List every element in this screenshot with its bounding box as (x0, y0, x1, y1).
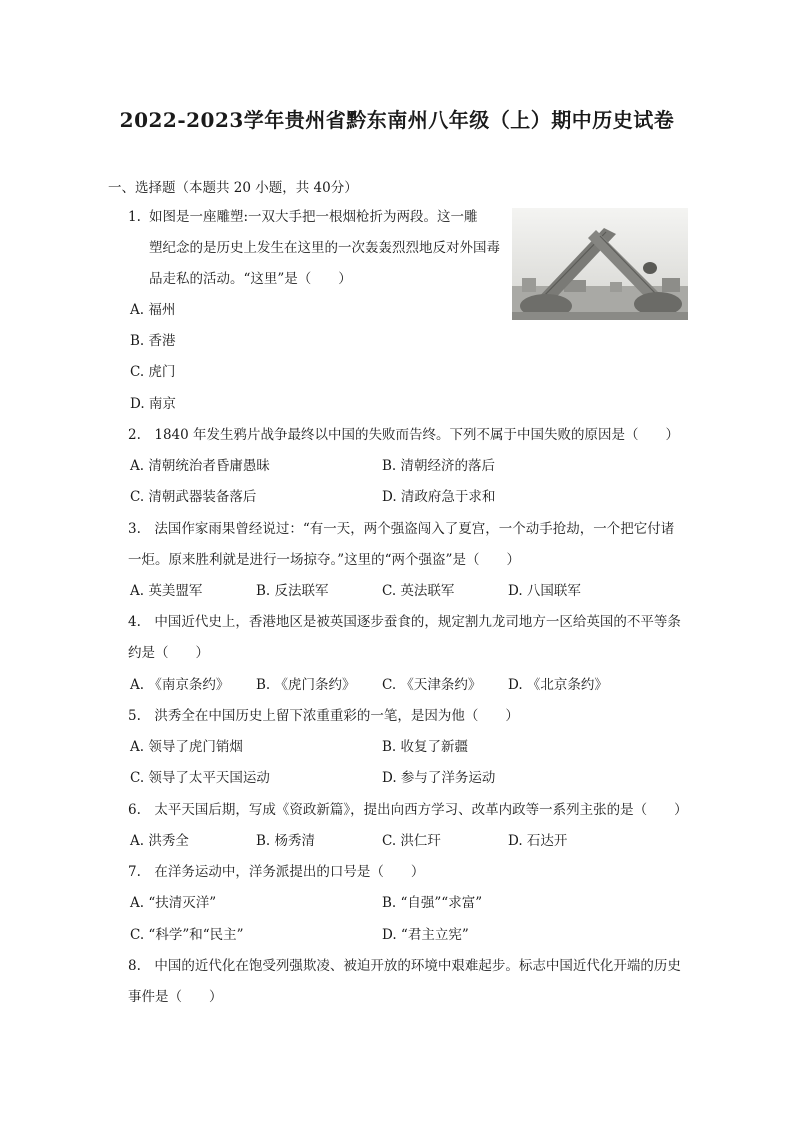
option-c: C. 《天津条约》 (382, 677, 482, 693)
option-c: C. 英法联军 (382, 583, 455, 599)
option-a: A. 英美盟军 (130, 583, 203, 599)
page-title: 2022-2023学年贵州省黔东南州八年级（上）期中历史试卷 (119, 108, 675, 132)
option-d: D. “君主立宪” (382, 927, 469, 943)
option-a: A. “扶清灭洋” (130, 895, 217, 911)
option-a: A. 领导了虎门销烟 (130, 739, 243, 755)
option-b: B. 杨秀清 (256, 833, 316, 849)
question-7-stem: 7. 在洋务运动中，洋务派提出的口号是（ ） (128, 864, 425, 880)
option-b: B. 反法联军 (256, 583, 329, 599)
option-b: B. 《虎门条约》 (256, 677, 356, 693)
option-c: C. “科学”和“民主” (130, 927, 244, 943)
option-b: B. 收复了新疆 (382, 739, 469, 755)
option-a: A. 福州 (130, 302, 176, 318)
question-6-stem: 6. 太平天国后期，写成《资政新篇》，提出向西方学习、改革内政等一系列主张的是（ ） (128, 802, 688, 818)
option-d: D. 南京 (130, 396, 176, 412)
sculpture-photo (512, 208, 688, 320)
question-2-stem: 2. 1840 年发生鸦片战争最终以中国的失败而告终。下列不属于中国失败的原因是（ ） (128, 427, 680, 443)
option-b: B. 香港 (130, 333, 176, 349)
option-d: D. 石达开 (508, 833, 568, 849)
question-4-stem-cont: 约是（ ） (128, 645, 209, 661)
option-a: A. 清朝统治者昏庸愚昧 (130, 458, 270, 474)
option-c: C. 领导了太平天国运动 (130, 770, 270, 786)
option-c: C. 清朝武器装备落后 (130, 489, 257, 505)
question-3-stem-cont: 一炬。原来胜利就是进行一场掠夺。”这里的“两个强盗”是（ ） (128, 552, 520, 568)
section-heading: 一、选择题（本题共 20 小题，共 40分） (108, 180, 358, 196)
option-d: D. 参与了洋务运动 (382, 770, 496, 786)
question-1-line: 品走私的活动。“这里”是（ ） (149, 271, 352, 287)
option-d: D. 清政府急于求和 (382, 489, 496, 505)
option-c: C. 洪仁玕 (382, 833, 441, 849)
option-b: B. “自强”“求富” (382, 895, 483, 911)
option-a: A. 《南京条约》 (130, 677, 230, 693)
option-d: D. 《北京条约》 (508, 677, 608, 693)
question-3-stem: 3. 法国作家雨果曾经说过：“有一天，两个强盗闯入了夏宫，一个动手抢劫，一个把它付诸 (128, 521, 675, 537)
option-b: B. 清朝经济的落后 (382, 458, 496, 474)
question-5-stem: 5. 洪秀全在中国历史上留下浓重重彩的一笔，是因为他（ ） (128, 708, 519, 724)
question-1-stem (149, 202, 529, 295)
question-1-line: 塑纪念的是历史上发生在这里的一次轰轰烈烈地反对外国毒 (149, 240, 500, 256)
question-8-stem-cont: 事件是（ ） (128, 989, 223, 1005)
question-1-line: 如图是一座雕塑:一双大手把一根烟枪折为两段。这一雕 (149, 209, 478, 225)
question-number: 1. (128, 209, 141, 225)
question-4-stem: 4. 中国近代史上，香港地区是被英国逐步蚕食的，规定割九龙司地方一区给英国的不平等条 (128, 614, 681, 630)
question-8-stem: 8. 中国的近代化在饱受列强欺凌、被迫开放的环境中艰难起步。标志中国近代化开端的历史 (128, 958, 681, 974)
option-d: D. 八国联军 (508, 583, 581, 599)
option-c: C. 虎门 (130, 364, 176, 380)
option-a: A. 洪秀全 (130, 833, 189, 849)
sculpture-image (512, 208, 688, 320)
